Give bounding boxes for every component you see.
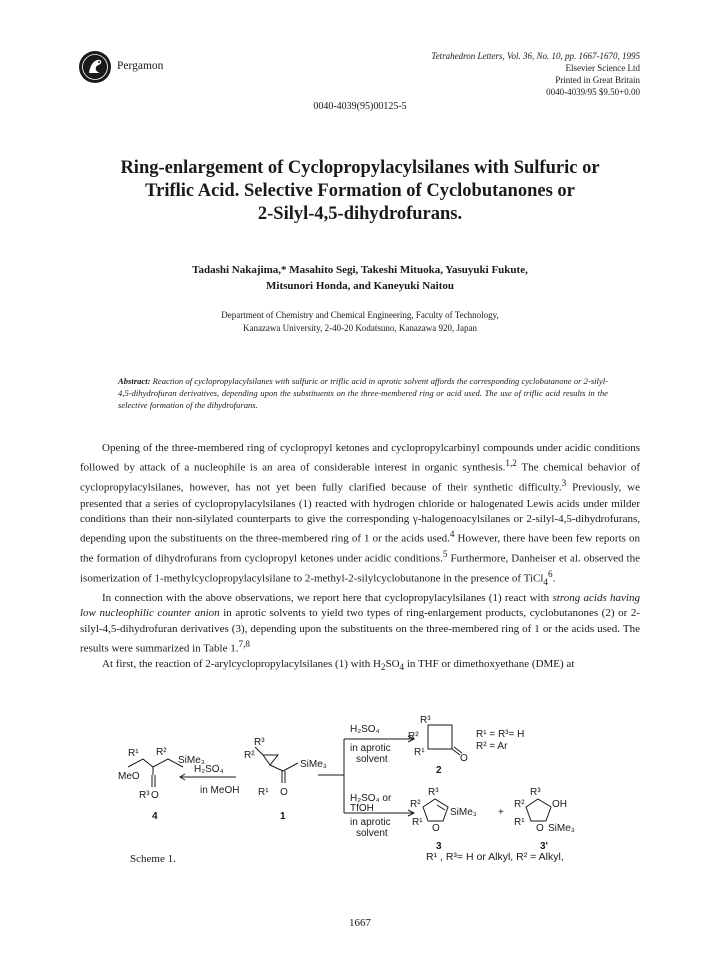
svg-text:R³: R³ — [428, 787, 439, 798]
affiliation — [80, 309, 640, 335]
svg-text:1: 1 — [280, 811, 286, 822]
affiliation-line: Department of Chemistry and Chemical Engineering, Faculty of Technology, — [221, 310, 499, 320]
svg-text:SiMe₃: SiMe₃ — [450, 807, 477, 818]
svg-text:R¹: R¹ — [128, 748, 139, 759]
svg-text:H₂SO₄: H₂SO₄ — [194, 764, 224, 775]
svg-text:H₂SO₄ or: H₂SO₄ or — [350, 793, 392, 804]
svg-text:O: O — [151, 790, 159, 801]
title-line: Ring-enlargement of Cyclopropylacylsilanes with Sulfuric or — [120, 158, 600, 178]
svg-text:in MeOH: in MeOH — [200, 785, 240, 796]
title-line: Triflic Acid. Selective Formation of Cyclobutanones or — [145, 181, 575, 201]
svg-text:O: O — [536, 823, 544, 834]
affiliation-line: Kanazawa University, 2-40-20 Kodatsuno, Kanazawa 920, Japan — [242, 323, 478, 333]
scheme-labels — [118, 715, 575, 852]
scheme-caption: Scheme 1. — [130, 853, 176, 865]
journal-line: Printed in Great Britain — [555, 75, 640, 85]
author-line: Mitsunori Honda, and Kaneyuki Naitou — [266, 280, 454, 292]
svg-text:R²: R² — [244, 750, 255, 761]
svg-text:R³: R³ — [420, 715, 431, 726]
svg-text:O: O — [460, 753, 468, 764]
journal-line: 0040-4039/95 $9.50+0.00 — [546, 87, 640, 97]
svg-text:3': 3' — [540, 841, 548, 852]
svg-text:R³: R³ — [139, 790, 150, 801]
svg-text:R²: R² — [410, 799, 421, 810]
paragraph: Opening of the three-membered ring of cyclopropyl ketones and cyclopropylcarbinyl compounds under acidic conditions followed by attack of a nucleophile is an area of considerable interest in organic synthesis.$^{1,2}$ The chemical behavior of cyclopropylacylsilanes, however, has not yet been fully clarified because of their synthetic difficulty.$^3$ Previously, we presented that a series of cyclopropylacylsilanes (1) reacted with hydrogen chloride or halogenated Lewis acids under milder conditions than their non-silylated counterparts to give the corresponding γ-halogenoacylsilanes or 2-silyl-4,5-dihydrofurans, depending upon the substituents on the three-membered ring of 1 or the acids used.$^4$ However, there have been few reports on the formation of dihydrofurans from cyclopropyl ketones under acidic conditions.$^5$ Furthermore, Danheiser et al. observed the isomerization of 1-methylcyclopropylacylsilane to 2-methyl-2-silylcyclobutanone in the presence of TiCl$_4^6$. — [80, 442, 640, 588]
paragraph: At first, the reaction of 2-arylcyclopropylacylsilanes (1) with $H_2SO_4$ in THF or dimethoxyethane (DME) at — [102, 658, 575, 673]
reaction-scheme — [118, 715, 578, 860]
journal-line: Elsevier Science Ltd — [565, 63, 640, 73]
svg-text:R³: R³ — [254, 737, 265, 748]
svg-text:in aprotic: in aprotic — [350, 743, 391, 754]
svg-text:R²: R² — [514, 799, 525, 810]
svg-text:solvent: solvent — [356, 754, 388, 765]
paragraph: In connection with the above observations, we report here that cyclopropylacylsilanes (1) react with strong acids having low nucleophilic counter anion in aprotic solvents to yield two types of ring-enlargement products, cyclobutanones (2) or 2-silyl-4,5-dihydrofuran derivatives (3), depending upon the substituents on the three-membered ring of 1 or the acids used. The results were summarized in Table 1.$^{7,8}$ — [80, 591, 640, 655]
pergamon-logo-icon — [78, 50, 112, 84]
doi-code: 0040-4039(95)00125-5 — [313, 101, 407, 112]
author-list — [80, 262, 640, 294]
svg-text:SiMe₃: SiMe₃ — [300, 759, 327, 770]
svg-text:3: 3 — [436, 841, 442, 852]
body-text — [80, 441, 640, 676]
svg-text:R¹: R¹ — [412, 817, 423, 828]
title-line: 2-Silyl-4,5-dihydrofurans. — [257, 204, 463, 224]
svg-text:TfOH: TfOH — [350, 803, 374, 814]
svg-text:R¹: R¹ — [514, 817, 525, 828]
svg-text:R³: R³ — [530, 787, 541, 798]
publisher-name: Pergamon — [117, 60, 164, 72]
svg-text:H₂SO₄: H₂SO₄ — [350, 724, 380, 735]
svg-text:R¹: R¹ — [258, 787, 269, 798]
svg-text:R²: R² — [408, 731, 419, 742]
journal-citation — [380, 50, 640, 98]
svg-text:solvent: solvent — [356, 828, 388, 839]
svg-text:SiMe₃: SiMe₃ — [178, 755, 205, 766]
svg-text:4: 4 — [152, 811, 158, 822]
svg-text:R¹: R¹ — [414, 747, 425, 758]
scheme-note: R¹ , R³= H or Alkyl, R² = Alkyl, — [426, 851, 564, 863]
svg-text:2: 2 — [436, 765, 442, 776]
page-number: 1667 — [349, 917, 371, 929]
abstract — [118, 375, 608, 411]
svg-text:R²: R² — [156, 747, 167, 758]
svg-text:O: O — [280, 787, 288, 798]
svg-text:+: + — [498, 807, 504, 818]
abstract-text: Reaction of cyclopropylacylsilanes with sulfuric or triflic acid in aprotic solvent affords the corresponding cyclobutanone or 2-silyl-4,5-dihydrofuran derivatives, depending upon the substituents on the three-membered ring or acid used. The use of triflic acid results in the selective formation of the dihydrofurans. — [118, 376, 608, 410]
svg-text:in aprotic: in aprotic — [350, 817, 391, 828]
abstract-label: Abstract: — [118, 376, 151, 386]
svg-text:SiMe₃: SiMe₃ — [548, 823, 575, 834]
svg-text:MeO: MeO — [118, 771, 140, 782]
svg-text:OH: OH — [552, 799, 567, 810]
svg-text:R¹ = R³= H: R¹ = R³= H — [476, 729, 525, 740]
svg-text:R² = Ar: R² = Ar — [476, 741, 508, 752]
paper-title — [80, 157, 640, 226]
svg-text:O: O — [432, 823, 440, 834]
author-line: Tadashi Nakajima,* Masahito Segi, Takeshi Mituoka, Yasuyuki Fukute, — [192, 264, 528, 276]
journal-line: Tetrahedron Letters, Vol. 36, No. 10, pp. 1667-1670, 1995 — [431, 51, 640, 61]
